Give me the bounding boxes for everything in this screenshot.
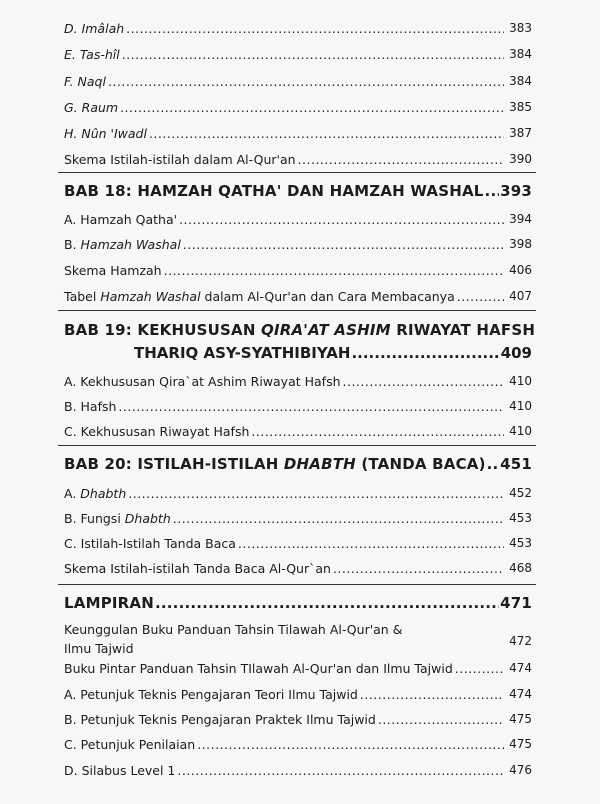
label-part: A.	[64, 486, 81, 501]
toc-entry-page: 410	[509, 374, 532, 388]
toc-entry-page: 475	[509, 737, 532, 751]
leader-dots	[487, 455, 499, 473]
leader-dots	[120, 100, 504, 115]
title-part: (TANDA BACA)	[355, 455, 486, 473]
label-part-italic: Dhabth	[80, 486, 127, 501]
toc-entry-label: C. Petunjuk Penilaian	[64, 737, 196, 752]
title-part: RIWAYAT HAFSH	[390, 321, 536, 339]
toc-entry-label: C. Istilah-Istilah Tanda Baca	[64, 536, 236, 551]
toc-entry[interactable]	[64, 151, 532, 167]
toc-entry[interactable]	[64, 262, 532, 278]
leader-dots	[298, 152, 504, 167]
toc-entry-label: Keunggulan Buku Panduan Tahsin Tilawah Al-Qur'an &	[64, 622, 403, 637]
toc-entry-page: 472	[509, 634, 532, 648]
label-part-italic: Hamzah Washal	[100, 289, 201, 304]
chapter-page: 393	[500, 182, 532, 200]
leader-dots	[351, 344, 499, 362]
chapter-title	[64, 455, 486, 473]
toc-entry[interactable]	[64, 46, 532, 62]
toc-entry-label: Skema Hamzah	[64, 263, 162, 278]
toc-entry[interactable]	[64, 560, 532, 576]
leader-dots	[457, 289, 504, 304]
toc-entry[interactable]	[64, 736, 532, 752]
toc-entry-label: Skema Istilah-istilah dalam Al-Qur'an	[64, 152, 296, 167]
toc-entry-label: A. Kekhususan Qira`at Ashim Riwayat Hafsh	[64, 374, 341, 389]
divider	[58, 584, 536, 585]
toc-entry-page: 453	[509, 536, 532, 550]
chapter-title: BAB 18: HAMZAH QATHA' DAN HAMZAH WASHAL	[64, 182, 484, 200]
chapter-title-line2: THARIQ ASY-SYATHIBIYAH	[134, 344, 351, 362]
toc-entry[interactable]	[64, 373, 532, 389]
toc-entry-page: 384	[509, 47, 532, 61]
toc-entry-label: E. Tas-hîl	[64, 47, 120, 62]
chapter-page: 451	[500, 455, 532, 473]
toc-entry-label: Skema Istilah-istilah Tanda Baca Al-Qur`an	[64, 561, 331, 576]
leader-dots	[128, 486, 504, 501]
toc-entry-label: H. Nûn 'Iwadl	[64, 126, 147, 141]
toc-entry-page: 410	[509, 424, 532, 438]
toc-entry-label: A. Hamzah Qatha'	[64, 212, 178, 227]
toc-entry[interactable]	[64, 535, 532, 551]
toc-entry-page: 398	[509, 237, 532, 251]
toc-entry[interactable]	[64, 762, 532, 778]
toc-entry[interactable]	[64, 288, 532, 304]
chapter-title	[64, 321, 535, 339]
toc-entry[interactable]	[64, 236, 532, 252]
toc-entry-page: 476	[509, 763, 532, 777]
label-part-italic: Dhabth	[124, 511, 171, 526]
leader-dots	[360, 687, 504, 702]
toc-entry-page: 385	[509, 100, 532, 114]
leader-dots	[126, 21, 504, 36]
leader-dots	[197, 737, 504, 752]
toc-entry[interactable]	[64, 125, 532, 141]
toc-entry-label	[64, 511, 171, 526]
toc-entry-label	[64, 486, 126, 501]
toc-entry-page: 390	[509, 152, 532, 166]
leader-dots	[378, 712, 504, 727]
toc-entry[interactable]	[64, 73, 532, 89]
toc-entry[interactable]	[64, 20, 532, 36]
toc-entry-label: Ilmu Tajwid	[64, 641, 134, 656]
toc-entry-page: 453	[509, 511, 532, 525]
leader-dots	[173, 511, 504, 526]
toc-entry-line1[interactable]	[64, 621, 532, 637]
toc-entry[interactable]	[64, 711, 532, 727]
toc-entry-label: Buku Pintar Panduan Tahsin TIlawah Al-Qur'an dan Ilmu Tajwid	[64, 661, 453, 676]
chapter-heading-bab18[interactable]	[64, 182, 532, 200]
title-part: BAB 19: KEKHUSUSAN	[64, 321, 261, 339]
toc-entry-label: D. Silabus Level 1	[64, 763, 176, 778]
toc-entry-label: D. Imâlah	[64, 21, 125, 36]
toc-entry-label: B. Hafsh	[64, 399, 117, 414]
toc-entry-label: B. Petunjuk Teknis Pengajaran Praktek Ilmu Tajwid	[64, 712, 376, 727]
leader-dots	[177, 763, 504, 778]
leader-dots	[179, 212, 504, 227]
toc-entry-page: 468	[509, 561, 532, 575]
title-part-italic: QIRA'AT ASHIM	[261, 321, 391, 339]
label-part: B. Fungsi	[64, 511, 125, 526]
label-part: Tabel	[64, 289, 101, 304]
toc-entry[interactable]	[64, 211, 532, 227]
leader-dots	[238, 536, 504, 551]
leader-dots	[118, 399, 504, 414]
toc-entry[interactable]	[64, 485, 532, 501]
title-part: BAB 20: ISTILAH-ISTILAH	[64, 455, 284, 473]
chapter-title: LAMPIRAN	[64, 594, 154, 612]
toc-entry-label	[64, 289, 455, 304]
leader-dots	[122, 47, 504, 62]
chapter-heading-bab19-line2[interactable]	[134, 344, 532, 362]
toc-entry-page: 384	[509, 74, 532, 88]
toc-entry-page: 394	[509, 212, 532, 226]
toc-entry-page: 410	[509, 399, 532, 413]
leader-dots	[333, 561, 504, 576]
toc-entry-label: C. Kekhususan Riwayat Hafsh	[64, 424, 250, 439]
toc-entry-page: 452	[509, 486, 532, 500]
leader-dots	[108, 74, 504, 89]
divider	[58, 310, 536, 311]
chapter-heading-bab19[interactable]	[64, 321, 536, 339]
divider	[58, 445, 536, 446]
toc-entry-page: 383	[509, 21, 532, 35]
toc-entry-page: 474	[509, 687, 532, 701]
chapter-page: 471	[500, 594, 532, 612]
chapter-heading-bab20[interactable]	[64, 455, 532, 473]
toc-entry[interactable]	[64, 634, 532, 656]
toc-entry-page: 406	[509, 263, 532, 277]
toc-entry[interactable]	[64, 99, 532, 115]
chapter-page: 409	[500, 344, 532, 362]
toc-entry-label: F. Naql	[64, 74, 106, 89]
toc-entry[interactable]	[64, 660, 532, 676]
toc-entry-page: 474	[509, 661, 532, 675]
toc-entry-label: A. Petunjuk Teknis Pengajaran Teori Ilmu Tajwid	[64, 687, 358, 702]
toc-entry-label-italic: Hamzah Washal	[80, 237, 181, 252]
toc-entry-page: 407	[509, 289, 532, 303]
toc-entry-label: G. Raum	[64, 100, 119, 115]
leader-dots	[455, 661, 504, 676]
leader-dots	[343, 374, 504, 389]
label-part: dalam Al-Qur'an dan Cara Membacanya	[200, 289, 455, 304]
leader-dots	[149, 126, 504, 141]
toc-entry[interactable]	[64, 686, 532, 702]
title-part-italic: DHABTH	[283, 455, 356, 473]
divider	[58, 172, 536, 173]
leader-dots	[164, 263, 504, 278]
toc-entry-page: 475	[509, 712, 532, 726]
leader-dots	[183, 237, 504, 252]
toc-entry[interactable]	[64, 510, 532, 526]
toc-entry-label: B. Hamzah Washal	[64, 237, 181, 252]
toc-entry-page: 387	[509, 126, 532, 140]
leader-dots	[155, 594, 499, 612]
toc-entry[interactable]	[64, 398, 532, 414]
chapter-heading-lampiran[interactable]	[64, 594, 532, 612]
leader-dots	[485, 182, 500, 200]
toc-entry[interactable]	[64, 423, 532, 439]
leader-dots	[251, 424, 504, 439]
